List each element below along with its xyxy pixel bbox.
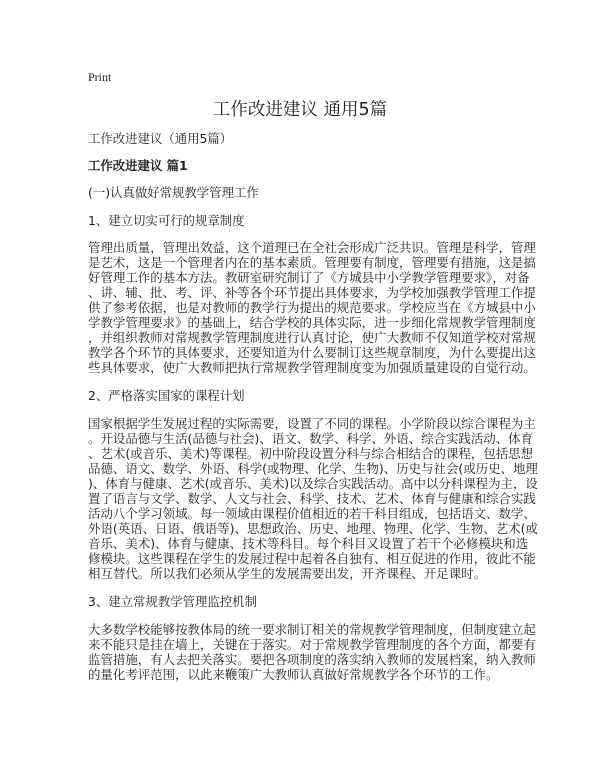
paragraph-line: 修模块。这些课程在学生的发展过程中起着各自独有、相互促进的作用，彼此不能 (88, 551, 536, 566)
paragraph-line: 大多数学校能够按教体局的统一要求制订相关的常规教学管理制度，但制度建立起 (88, 622, 536, 637)
paragraph-line: 。开设品德与生活(品德与社会)、语文、数学、科学、外语、综合实践活动、体育 (88, 431, 534, 446)
paragraph-line: 来不能只是挂在墙上，关键在于落实。对于常规教学管理制度的各个方面，都要有 (88, 637, 536, 652)
section-heading: 工作改进建议 篇1 (88, 158, 188, 173)
paragraph-line: 音乐、美术)、体育与健康、技术等科目。每个科目又设置了若干个必修模块和选 (88, 536, 529, 551)
paragraph-line: 相互替代。所以我们必须从学生的发展需要出发，开齐课程、开足课时。 (88, 566, 487, 581)
item-heading-3: 3、建立常规教学管理监控机制 (88, 594, 257, 609)
paragraph-line: 管理出质量，管理出效益，这个道理已在全社会形成广泛共识。管理是科学，管理 (88, 240, 536, 255)
paragraph-line: 的量化考评范围，以此来鞭策广大教师认真做好常规教学各个环节的工作。 (88, 667, 499, 682)
paragraph-line: 外语(英语、日语、俄语等)、思想政治、历史、地理、物理、化学、生物、艺术(或 (88, 521, 538, 536)
paragraph-line: 国家根据学生发展过程的实际需要，设置了不同的课程。小学阶段以综合课程为主 (88, 416, 536, 431)
paragraph-line: 是艺术，这是一个管理者内在的基本素质。管理要有制度，管理要有措施，这是搞 (88, 255, 536, 270)
document-title: 工作改进建议 通用5篇 (212, 100, 388, 120)
paragraph-line: 活动八个学习领域。每一领域由课程价值相近的若干科目组成，包括语文、数学、 (88, 506, 536, 521)
document-subtitle: 工作改进建议（通用5篇） (88, 131, 233, 146)
paragraph-line: 、艺术(或音乐、美术)等课程。初中阶段设置分科与综合相结合的课程，包括思想 (88, 446, 534, 461)
paragraph-line: 些具体要求，使广大教师把执行常规教学管理制度变为加强质量建设的自觉行动。 (88, 360, 536, 375)
part-heading: (一)认真做好常规教学管理工作 (88, 185, 259, 200)
paragraph-line: 好管理工作的基本方法。教研室研究制订了《方城县中小学教学管理要求》，对备 (88, 270, 530, 285)
paragraph-line: ，并组织教师对常规教学管理制度进行认真讨论，使广大教师不仅知道学校对常规 (88, 330, 536, 345)
paragraph-line: 监管措施，有人去把关落实。要把各项制度的落实纳入教师的发展档案，纳入教师 (88, 652, 536, 667)
paragraph-line: 置了语言与文学、数学、人文与社会、科学、技术、艺术、体育与健康和综合实践 (88, 491, 536, 506)
paragraph-line: 供了参考依据，也是对教师的教学行为提出的规范要求。学校应当在《方城县中小 (88, 300, 536, 315)
paragraph-line: 学教学管理要求》的基础上，结合学校的具体实际，进一步细化常规教学管理制度 (88, 315, 536, 330)
paragraph-2 (88, 416, 538, 581)
paragraph-1 (88, 240, 536, 375)
print-label[interactable]: Print (88, 70, 112, 84)
paragraph-line: 品德、语文、数学、外语、科学(或物理、化学、生物)、历史与社会(或历史、地理 (88, 461, 538, 476)
item-heading-1: 1、建立切实可行的规章制度 (88, 213, 245, 228)
item-heading-2: 2、严格落实国家的课程计划 (88, 388, 245, 403)
paragraph-3 (88, 622, 536, 682)
paragraph-line: 、讲、辅、批、考、评、补等各个环节提出具体要求，为学校加强教学管理工作提 (88, 285, 536, 300)
paragraph-line: 教学各个环节的具体要求，还要知道为什么要制订这些规章制度，为什么要提出这 (88, 345, 536, 360)
paragraph-line: )、体育与健康、艺术(或音乐、美术)以及综合实践活动。高中以分科课程为主，设 (88, 476, 538, 491)
